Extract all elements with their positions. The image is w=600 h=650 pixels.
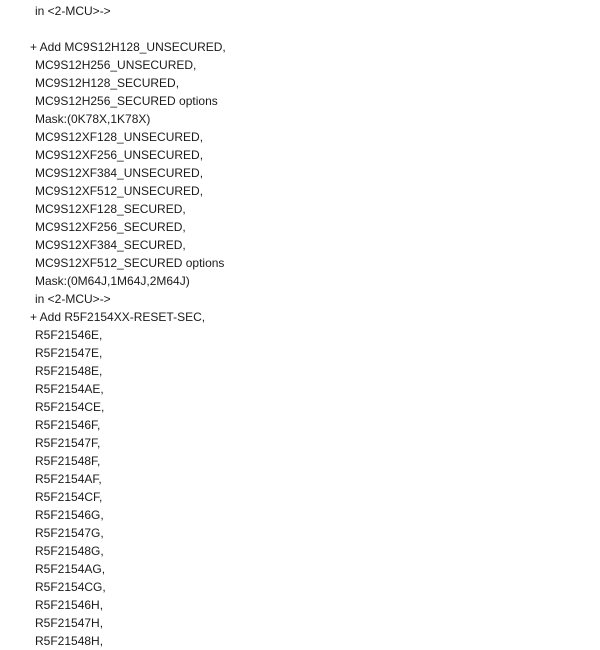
add-entry-header: + Add MC9S12H128_UNSECURED, — [30, 40, 226, 54]
changelog-line: R5F2154CF, — [35, 490, 103, 504]
changelog-line: R5F2154CE, — [35, 400, 105, 414]
changelog-line: R5F21548F, — [35, 454, 101, 468]
changelog-line: MC9S12XF384_SECURED, — [35, 238, 186, 252]
changelog-line: R5F21546H, — [35, 598, 104, 612]
changelog-line: R5F21547H, — [35, 616, 104, 630]
changelog-text-block — [0, 2, 600, 650]
changelog-line: MC9S12XF128_SECURED, — [35, 202, 186, 216]
changelog-line: R5F21546E, — [35, 328, 103, 342]
changelog-line: R5F21547G, — [35, 526, 104, 540]
changelog-line: MC9S12H128_SECURED, — [35, 76, 180, 90]
changelog-line: in <2-MCU>-> — [35, 4, 111, 18]
changelog-line: Mask:(0M64J,1M64J,2M64J) — [35, 274, 190, 288]
changelog-line: in <2-MCU>-> — [35, 292, 111, 306]
changelog-line: R5F21547F, — [35, 436, 101, 450]
changelog-line: R5F21548H, — [35, 634, 104, 648]
changelog-line: MC9S12XF256_SECURED, — [35, 220, 186, 234]
changelog-line: MC9S12XF512_UNSECURED, — [35, 184, 204, 198]
changelog-line: Mask:(0K78X,1K78X) — [35, 112, 151, 126]
changelog-line: MC9S12XF384_UNSECURED, — [35, 166, 204, 180]
changelog-line: R5F2154AF, — [35, 472, 102, 486]
blank-line — [0, 20, 600, 38]
changelog-line: R5F21546G, — [35, 508, 104, 522]
changelog-line: MC9S12XF128_UNSECURED, — [35, 130, 204, 144]
changelog-line: R5F2154CG, — [35, 580, 106, 594]
changelog-line: MC9S12XF512_SECURED options — [35, 256, 225, 270]
changelog-line: MC9S12H256_UNSECURED, — [35, 58, 197, 72]
changelog-line: MC9S12H256_SECURED options — [35, 94, 218, 108]
add-entry-header: + Add R5F2154XX-RESET-SEC, — [30, 310, 206, 324]
changelog-line: R5F21548E, — [35, 364, 103, 378]
changelog-line: R5F21547E, — [35, 346, 103, 360]
changelog-line: R5F21546F, — [35, 418, 101, 432]
changelog-line: R5F2154AG, — [35, 562, 106, 576]
changelog-line: R5F21548G, — [35, 544, 104, 558]
changelog-line: R5F2154AE, — [35, 382, 104, 396]
changelog-line: MC9S12XF256_UNSECURED, — [35, 148, 204, 162]
